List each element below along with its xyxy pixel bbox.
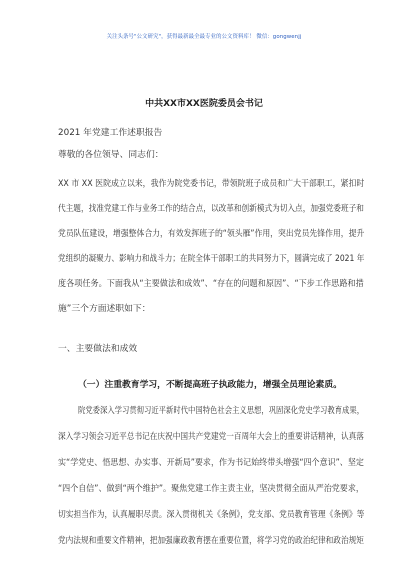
subsection-heading: （一）注重教育学习，不断提高班子执政能力，增强全员理论素质。 xyxy=(78,380,342,390)
intro-line: 度各项任务。下面我从“主要做法和成效”、“存在的问题和原因”、“下步工作思路和措 xyxy=(58,279,364,289)
salutation: 尊敬的各位领导、同志们： xyxy=(58,150,164,160)
body-line: 深入学习领会习近平总书记在庆祝中国共产党建党一百周年大会上的重要讲话精神，认真落 xyxy=(58,432,364,442)
body-line: 院党委深入学习贯彻习近平新时代中国特色社会主义思想，巩固深化党史学习教育成果， xyxy=(78,406,365,416)
intro-line: 党组织的凝聚力、影响力和战斗力；在院全体干部职工的共同努力下，圆满完成了 2021 年 xyxy=(58,254,365,264)
header-promo-note: 关注头条号"公文研究"，获得最新最全最专业的公文资料库！ 微信：gongwenjj xyxy=(106,34,302,40)
intro-line: 党员队伍建设，增强整体合力，有效发挥班子的“领头雁”作用，突出党员先锋作用，提升 xyxy=(58,229,365,239)
body-line: 党内法规和重要文件精神，把加强廉政教育摆在重要位置，将学习党的政治纪律和政治规矩 xyxy=(58,536,364,546)
intro-line: XX 市 XX 医院成立以来，我作为院党委书记，带领院班子成员和广大干部职工，紧扣时 xyxy=(58,179,365,189)
report-subtitle: 2021 年党建工作述职报告 xyxy=(58,128,163,138)
intro-line: 代主题，找准党建工作与业务工作的结合点，以改革和创新模式为切入点，加强党委班子和 xyxy=(58,204,364,214)
document-title: 中共XX市XX医院委员会书记 xyxy=(145,99,263,109)
body-line: 切实担当作为，认真履职尽责。深入贯彻机关《条例》，党支部、党员教育管理《条例》等 xyxy=(58,510,365,520)
section-heading: 一、主要做法和成效 xyxy=(58,344,138,354)
body-line: 实“学党史、悟思想、办实事、开新局”要求，作为书记始终带头增强“四个意识”、坚定 xyxy=(58,458,364,468)
body-line: “四个自信”、做到“两个维护”。聚焦党建工作主责主业，坚决贯彻全面从严治党要求， xyxy=(58,484,364,494)
intro-line: 施”三个方面述职如下： xyxy=(58,304,151,314)
